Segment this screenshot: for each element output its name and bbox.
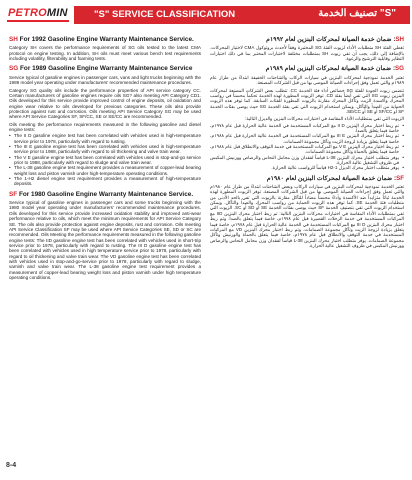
section-title: SG: ضمان خدمة الصيانة لمحركات البنزين لعام ١٩٨٩م	[265, 65, 404, 73]
list-item: • تم ربط اختبار محرك البنزين V E مع المركبات المستخدمة في خدمة التوقف والانطلاق قبل عام ١٩٨٨م، خاصة فيما يتعلق بالحمأة وتآكل مجموعة الصمامات.	[210, 144, 404, 155]
list-item: • يوفر متطلب اختبار محرك الديزل 1-H2 قياساً للرواسب عالية الحرارة.	[210, 165, 404, 170]
section-title: SH: ضمان خدمة الصيانة لمحركات البنزين لعام ١٩٩٢م	[266, 36, 404, 43]
engine-test-list	[9, 133, 201, 186]
section-title: SF: ضمان خدمة الصيانة لمحركات البنزين لعام ١٩٨٠م	[266, 174, 404, 182]
section-sg-en	[9, 65, 201, 186]
list-item: • تم ربط اختبار محرك البنزين II D مع المركبات المستخدمة في الخدمة عالية الحرارة قبل عام ١٩٧٨م، خاصة فيما يتعلق بالصدأ.	[210, 123, 404, 134]
section-paragraph: الزيوت التي تفي بمتطلبات الأداء المقاسة في اختبارات محركات البنزين والديزل التالية:	[245, 116, 404, 122]
section-paragraph: تغطي الفئة SH متطلبات الأداء لزيوت الفئة SG المختبرة وفقاً لأحدث بروتوكول CMA لاختبار المحركات. بالإضافة إلى ذلك، يجب أن تفي زيوت SH بمتطلبات مختلفة لاختبارات المختبر بما في ذلك اختبارات التطاير وقابلية الترشيح والرغوة.	[210, 45, 404, 62]
section-paragraph: Oils meeting the performance requirements measured in the following gasoline and diesel engine tests:	[9, 121, 201, 132]
section-sg-ar	[210, 65, 404, 170]
section-title: SG For 1989 Gasoline Engine Warranty Maintenance Service	[9, 65, 193, 73]
engine-test-list	[210, 123, 404, 171]
title-english: "S" SERVICE CLASSIFICATION	[94, 9, 236, 20]
list-item: • تم ربط اختبار محرك البنزين III E مع المركبات المستخدمة في الخدمة عالية الحرارة قبل عام ١٩٨٨م، خاصة فيما يتعلق بزيادة لزوجة الزيت وتآكل مجموعة الصمامات.	[210, 133, 404, 144]
arabic-column	[210, 36, 404, 248]
section-paragraph: Service typical of gasoline engines in passenger cars and some trucks beginning with the 1980 model year operating under manufacturers' recommended maintenance procedures. Oils developed for this service provide increased oxidation stability and improved anti-wear performance relative to oils, which meet the minimum requirements for API Service Category SE. The oils also provide protection against engine deposits, rust and corrosion. Oils meeting API Service Classification SF may be used where API Service Categories SE, SD or SC are recommended. Oils Meeting the performance requirements measured in the following gasoline engine tests: The IID gasoline engine test has been correlated with vehicles used in short-trip service prior to 1978, particularly with regard to rusting. The III D gasoline engine test has been correlated with vehicles used in high temperature service prior to 1978, particularly with regard to oil thickening and valve train wear. The VD gasoline engine test has been correlated with vehicles used in stop-and-go-service prior to 1978, particularly with regard to sludge, varnish and valve train wear. The L-38 gasoline engine test requirement provides a measurement of copper-lead bearing weight loss and piston varnish under high temperature operating conditions.	[9, 200, 202, 280]
list-item: • The L-38 gasoline engine test requirement provides a measurement of copper-lead bearing weight loss and piston varnish under high-temperature operating conditions.	[9, 165, 201, 176]
section-sh-ar	[210, 36, 404, 61]
logo-wordmark: PETROMIN	[8, 7, 68, 19]
section-paragraph: Service typical of gasoline engines in passenger cars, vans and light trucks beginning with the 1989 model year operating under manufacturers' recommended maintenance procedures.	[9, 74, 201, 86]
section-sh-en	[9, 36, 201, 61]
section-paragraph: تعتبر الخدمة نموذجية لمحركات البنزين في سيارات الركاب والشاحنات الخفيفة ابتداءً من طراز عام ١٩٨٩م والتي تعمل وفق إجراءات الصيانة الموصى بها من قبل الشركات المصنعة.	[210, 74, 404, 86]
section-sf-ar	[210, 175, 404, 249]
section-paragraph: تعتبر الخدمة نموذجية لمحركات البنزين في سيارات الركاب وبعض الشاحنات ابتداءً من طراز عام ١٩٨٠م والتي تعمل وفق إجراءات الصيانة الموصى بها من قبل الشركات المصنعة. توفر الزيوت المطورة لهذه الخدمة ثباتاً متزايداً ضد الأكسدة وأداءً محسناً مضاداً للتآكل مقارنة بالزيوت التي تفي بالحد الأدنى من متطلبات فئة الخدمة SE. كما توفر هذه الزيوت الحماية من رواسب المحرك والصدأ والتآكل. ويمكن استخدام الزيوت التي تفي بتصنيف الخدمة SF حيث يوصى بفئات الخدمة SE أو SD أو SC. الزيوت التي تفي بمتطلبات الأداء المقاسة في اختبارات محركات البنزين التالية: تم ربط اختبار محرك البنزين IID مع المركبات المستخدمة في خدمة الرحلات القصيرة قبل عام ١٩٧٨م، خاصة فيما يتعلق بالصدأ. وتم ربط اختبار محرك البنزين III D مع المركبات المستخدمة في الخدمة عالية الحرارة قبل عام ١٩٧٨م، خاصة فيما يتعلق بزيادة لزوجة الزيت وتآكل مجموعة الصمامات. وتم ربط اختبار محرك البنزين VD مع المركبات المستخدمة في خدمة التوقف والانطلاق قبل عام ١٩٧٨م، خاصة فيما يتعلق بالحمأة والورنيش وتآكل مجموعة الصمامات. يوفر متطلب اختبار محرك البنزين L-38 قياساً لفقدان وزن محامل النحاس والرصاص وورنيش المكبس في ظروف التشغيل عالية الحرارة.	[210, 184, 405, 248]
section-sf-en	[9, 191, 201, 281]
section-title: SH For 1992 Gasoline Engine Warranty Maintenance Service.	[9, 36, 194, 43]
section-paragraph: تتضمن زيوت الجودة للفئة SG خصائص أداء فئة الخدمة CC. تتطلب بعض الشركات المصنعة لمحركات البنزين زيوت SG التي تفي أيضاً بفئة CD. توفر الزيوت المطورة لهذه الخدمة تحكماً محسناً في رواسب المحرك وأكسدة الزيت وتآكل المحرك مقارنة بالزيوت المطورة للفئات السابقة. كما توفر هذه الزيوت الحماية من الصدأ والتآكل. ويمكن استخدام الزيوت التي تفي بفئة الخدمة SG حيث يوصى بفئات الخدمة SF أو SF/CC أو SE أو SE/CC.	[210, 87, 405, 114]
title-band	[74, 6, 410, 24]
list-item: • يوفر متطلب اختبار محرك البنزين L-38 قياساً لفقدان وزن محامل النحاس والرصاص وورنيش المكبس في ظروف التشغيل عالية الحرارة.	[210, 155, 404, 166]
page-header	[0, 0, 412, 28]
section-title: SF For 1980 Gasoline Engine Warranty Maintenance Service.	[9, 190, 194, 198]
section-paragraph: Category SH covers the performance requirements of SG oils tested to the latest CMA protocol on engine testing. In addition, SH oils must meet various bench test requirements including volatility, filterability and foaming tests.	[9, 45, 201, 62]
list-item: • The V E gasoline engine test has been correlated with vehicles used in stop-and-go service prior to 1988, particularly with regard to sludge and valve train wear.	[9, 155, 201, 166]
title-arabic: "S" تصنيف الخدمة	[318, 8, 396, 19]
list-item: • The 1-H2 diesel engine test requirement provides a measurement of high-temperature deposits.	[9, 176, 201, 187]
petromin-logo	[2, 4, 72, 25]
english-column	[9, 36, 201, 280]
list-item: • The II D gasoline engine test has been correlated with vehicles used in high-temperature service prior to 1978, particularly with regard to rusting.	[9, 133, 201, 144]
page-number: 8-4	[6, 462, 17, 469]
list-item: • The III E gasoline engine test has been correlated with vehicles used in high-temperature service prior to 1988, particularly with regard to oil thickening and valve train wear.	[9, 144, 201, 155]
section-paragraph: Category SG quality oils include the performance properties of API service category CC. Certain manufacturers of gasoline engines require oils SG? also meeting API Category CD1. Oils developed for this service provide improved control of engine deposits, oil oxidation and engine wear relative to oils developed for previous categories. These oils also provide protection against rust and corrosion. Oils meeting API Service Category SG may be used where API Service Categories SF, SF/CC, SE or SE/CC are recommended.	[9, 87, 201, 120]
logo-underline	[7, 20, 69, 22]
